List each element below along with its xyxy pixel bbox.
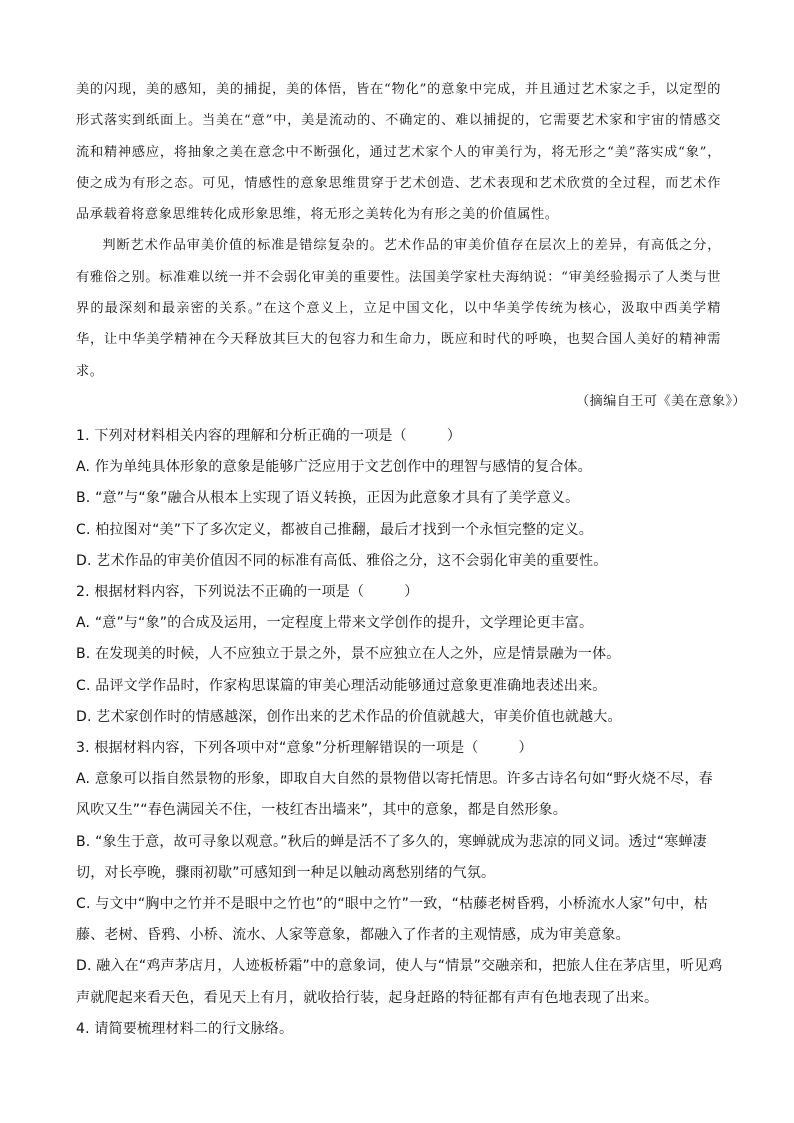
question-2-option-a: A. “意”与“象”的合成及运用，一定程度上带来文学创作的提升，文学理论更丰富。 bbox=[76, 615, 594, 632]
question-1-option-b: B. “意”与“象”融合从根本上实现了语义转换，正因为此意象才具有了美学意义。 bbox=[76, 490, 580, 507]
question-1-option-d: D. 艺术作品的审美价值因不同的标准有高低、雅俗之分，这不会弱化审美的重要性。 bbox=[76, 552, 608, 569]
question-2-option-c: C. 品评文学作品时，作家构思谋篇的审美心理活动能够通过意象更准确地表述出来。 bbox=[76, 677, 607, 694]
question-1-stem bbox=[76, 421, 726, 452]
question-list bbox=[76, 421, 726, 1045]
question-3-stem bbox=[76, 733, 726, 764]
question-3-option-b: B. “象生于意，故可寻象以观意。”秋后的蝉是活不了多久的，寒蝉就成为悲凉的同义词。透过“寒蝉凄切，对长亭晚，骤雨初歇”可感知到一种足以触动离愁别绪的气氛。 bbox=[76, 833, 707, 881]
question-3-stem-text: 3. 根据材料内容，下列各项中对“意象”分析理解错误的一项是（ bbox=[76, 740, 479, 757]
question-2-option-b: B. 在发现美的时候，人不应独立于景之外，景不应独立在人之外，应是情景融为一体。 bbox=[76, 646, 621, 663]
question-1-stem-text: 1. 下列对材料相关内容的理解和分析正确的一项是（ bbox=[76, 428, 407, 444]
question-2-option-d: D. 艺术家创作时的情感越深，创作出来的艺术作品的价值就越大，审美价值也就越大。 bbox=[76, 708, 622, 725]
question-3-paren-close: ） bbox=[518, 740, 533, 757]
passage-paragraph-2: 判断艺术作品审美价值的标准是错综复杂的。艺术作品的审美价值存在层次上的差异，有高低之分，有雅俗之别。标准难以统一并不会弱化审美的重要性。法国美学家杜夫海纳说：“审美经验揭示了人类与世界的最深刻和最亲密的关系。”在这个意义上，立足中国文化，以中华美学传统为核心，汲取中西美学精华，让中华美学精神在今天释放其巨大的包容力和生命力，既应和时代的呼唤，也契合国人美好的精神需求。 bbox=[76, 238, 721, 379]
question-2-stem bbox=[76, 577, 726, 608]
question-4-stem: 4. 请简要梳理材料二的行文脉络。 bbox=[76, 1020, 294, 1037]
question-2-paren-close: ） bbox=[404, 584, 419, 601]
question-2-stem-text: 2. 根据材料内容，下列说法不正确的一项是（ bbox=[76, 584, 365, 601]
question-1-option-c: C. 柏拉图对“美”下了多次定义，都被自己推翻，最后才找到一个永恒完整的定义。 bbox=[76, 521, 593, 538]
reading-passage bbox=[76, 74, 721, 387]
question-1-paren-close: ） bbox=[446, 428, 462, 444]
passage-source: （摘编自王可《美在意象》） bbox=[575, 394, 746, 409]
question-3-option-a: A. 意象可以指自然景物的形象，即取自大自然的景物借以寄托情思。许多古诗名句如“野火烧不尽，春风吹又生”“春色满园关不住，一枝红杏出墙来”，其中的意象，都是自然形象。 bbox=[76, 771, 713, 819]
question-3-option-d: D. 融入在“鸡声茅店月，人迹板桥霜”中的意象词，使人与“情景”交融亲和，把旅人住在茅店里，听见鸡声就爬起来看天色，看见天上有月，就收拾行装，起身赶路的特征都有声有色地表现了出来。 bbox=[76, 958, 723, 1006]
question-3-option-c: C. 与文中“胸中之竹并不是眼中之竹也”的“眼中之竹”一致，“枯藤老树昏鸦，小桥流水人家”句中，枯藤、老树、昏鸦、小桥、流水、人家等意象，都融入了作者的主观情感，成为审美意象。 bbox=[76, 896, 708, 944]
question-1-option-a: A. 作为单纯具体形象的意象是能够广泛应用于文艺创作中的理智与感情的复合体。 bbox=[76, 459, 592, 476]
passage-paragraph-1: 美的闪现，美的感知，美的捕捉，美的体悟，皆在“物化”的意象中完成，并且通过艺术家之手，以定型的形式落实到纸面上。当美在“意”中，美是流动的、不确定的、难以捕捉的，它需要艺术家和宇宙的情感交流和精神感应，将抽象之美在意念中不断强化，通过艺术家个人的审美行为，将无形之“美”落实成“象”，使之成为有形之态。可见，情感性的意象思维贯穿于艺术创造、艺术表现和艺术欣赏的全过程，而艺术作品承载着将意象思维转化成形象思维，将无形之美转化为有形之美的价值属性。 bbox=[76, 82, 721, 223]
